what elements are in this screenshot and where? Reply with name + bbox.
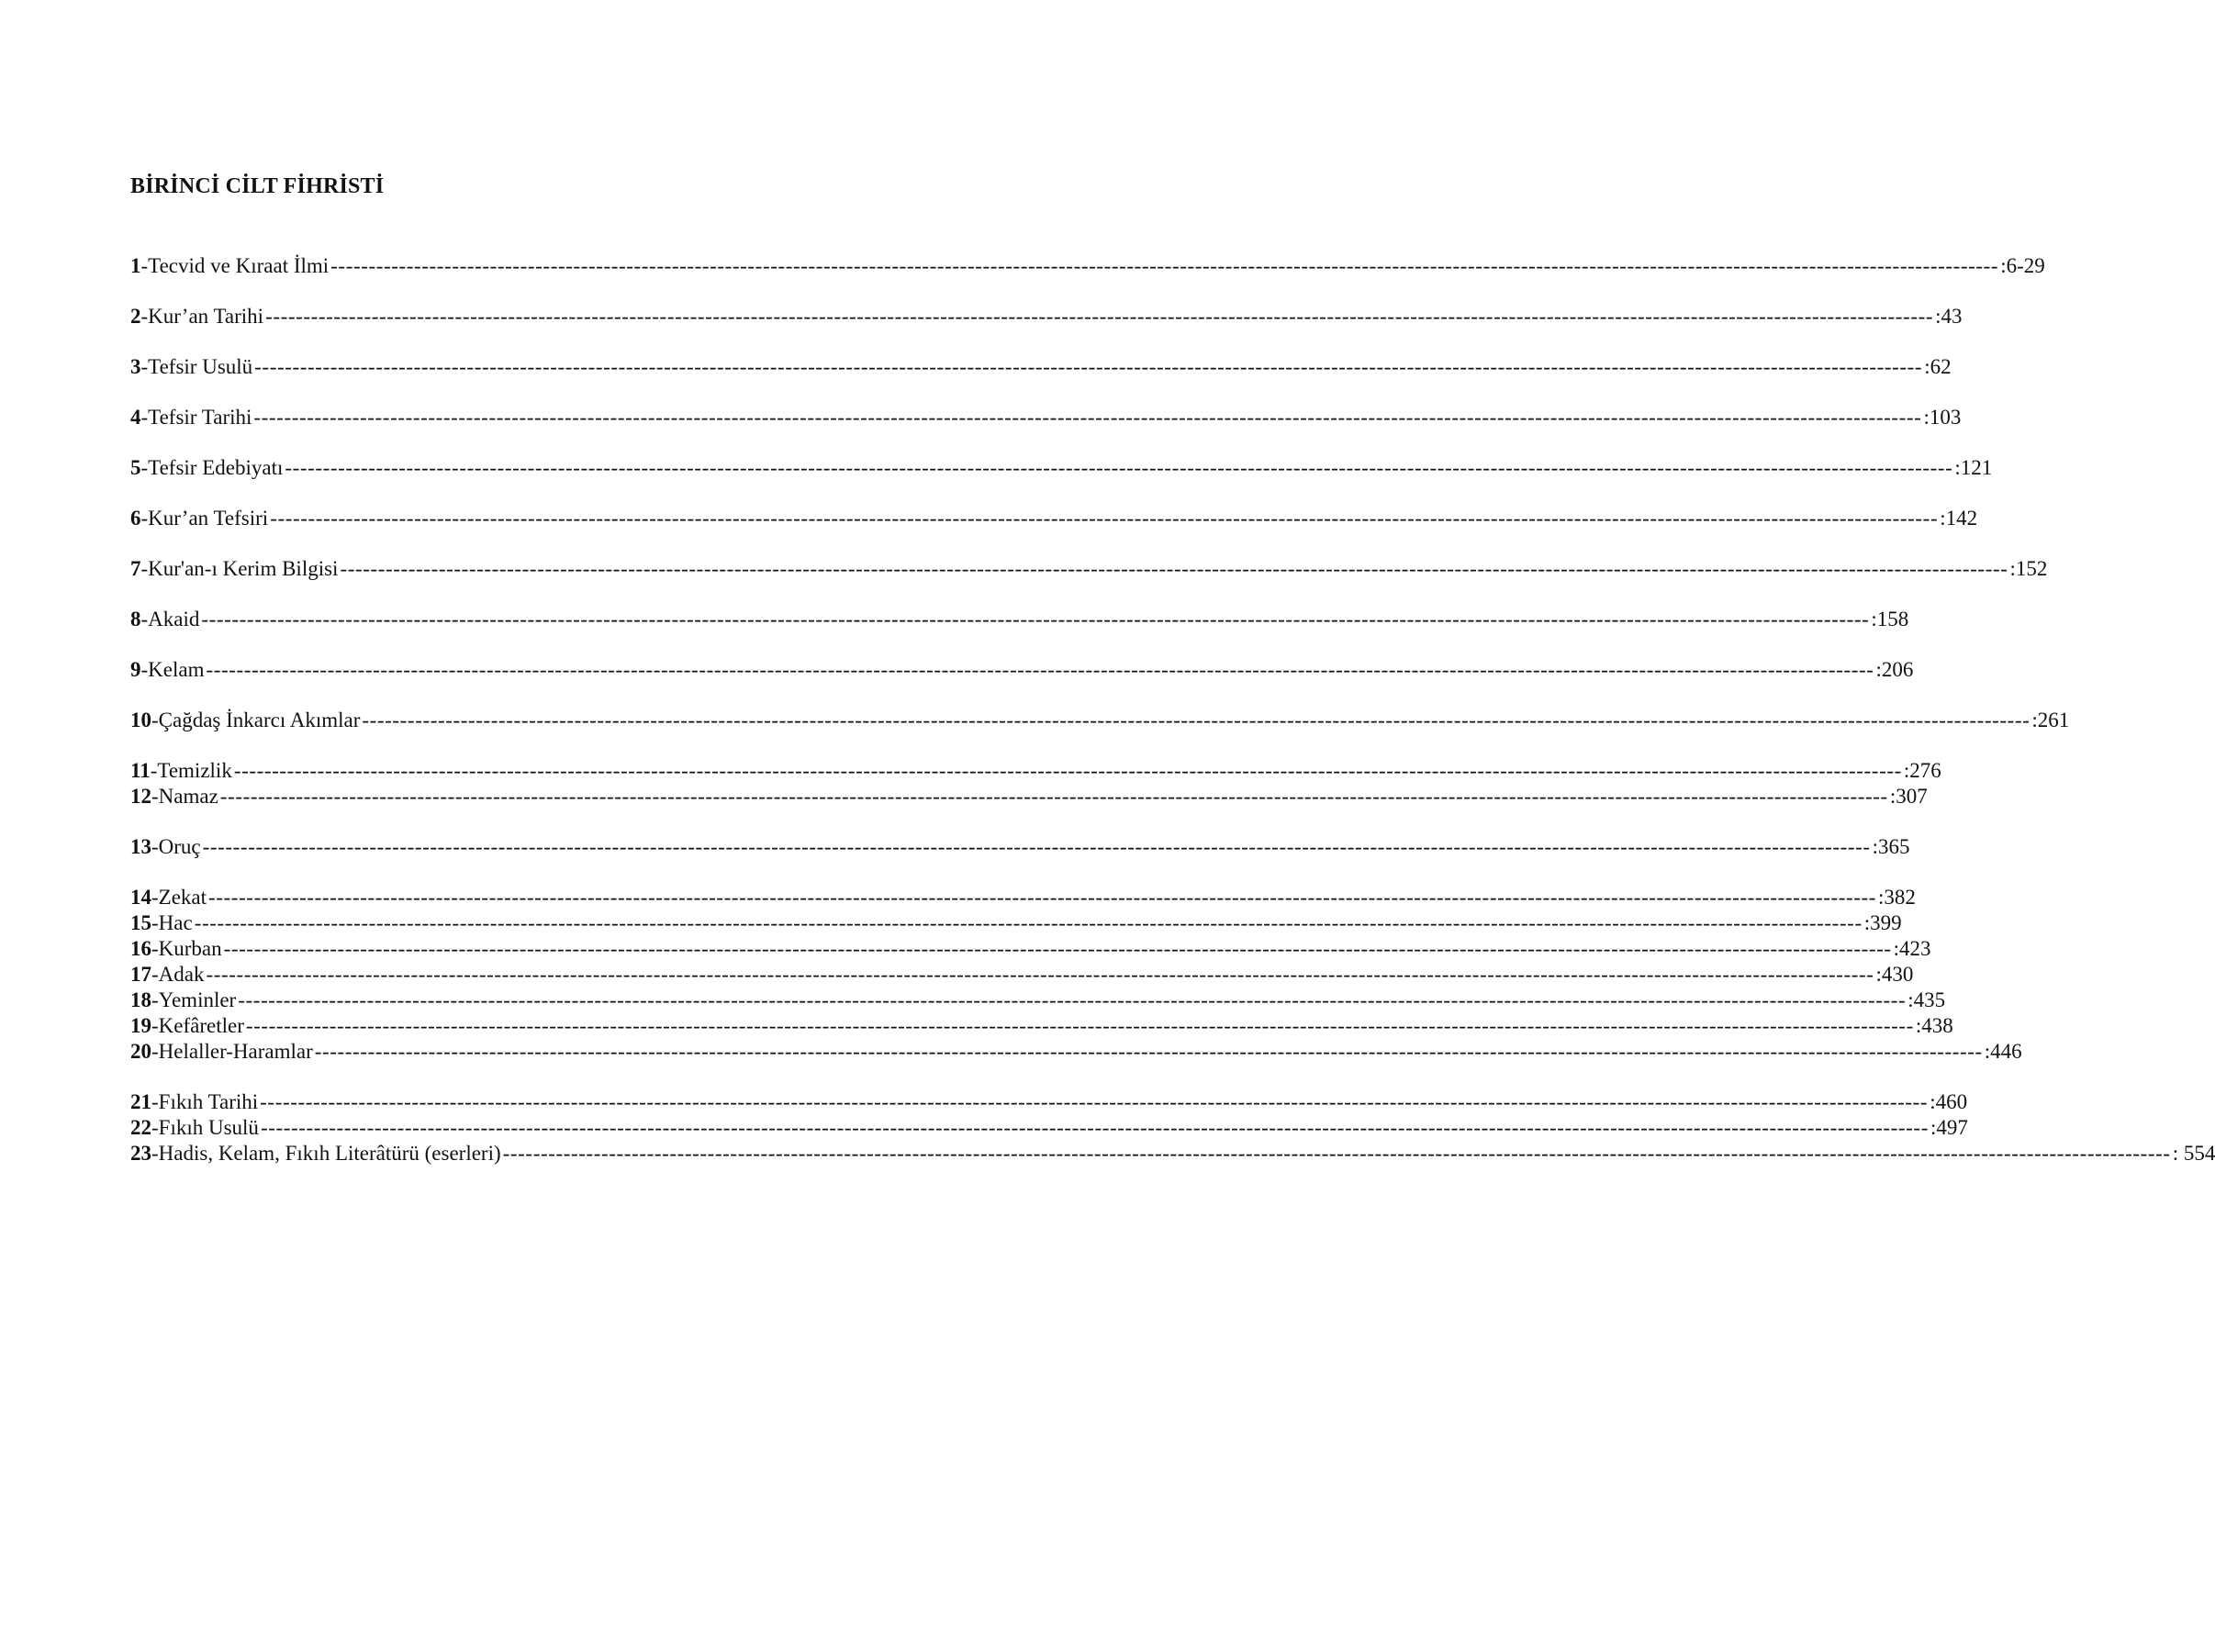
entry-page: :446 bbox=[1984, 1040, 2022, 1063]
dot-leader: ---------------------------------------------------------------------------------------------------------------------------------------------------------------------------------------------------------------------------- bbox=[260, 1116, 1929, 1139]
toc-entry bbox=[130, 708, 2070, 733]
dot-leader: ---------------------------------------------------------------------------------------------------------------------------------------------------------------------------------------------------------------------------- bbox=[245, 1014, 1914, 1037]
dot-leader: ---------------------------------------------------------------------------------------------------------------------------------------------------------------------------------------------------------------------------- bbox=[285, 456, 1953, 479]
toc-entry bbox=[130, 1141, 2215, 1166]
dot-leader: ---------------------------------------------------------------------------------------------------------------------------------------------------------------------------------------------------------------------------- bbox=[314, 1040, 1983, 1063]
dot-leader: ---------------------------------------------------------------------------------------------------------------------------------------------------------------------------------------------------------------------------- bbox=[223, 937, 1892, 960]
dot-leader: ---------------------------------------------------------------------------------------------------------------------------------------------------------------------------------------------------------------------------- bbox=[265, 305, 1934, 328]
entry-title: -Adak bbox=[151, 963, 205, 986]
entry-page: :460 bbox=[1930, 1090, 1968, 1113]
toc-entry bbox=[130, 962, 1914, 988]
entry-number: 23 bbox=[130, 1142, 151, 1165]
entry-number: 12 bbox=[130, 785, 151, 808]
entry-page: :121 bbox=[1954, 456, 1993, 479]
entry-number: 14 bbox=[130, 886, 151, 909]
entry-number: 5 bbox=[130, 456, 141, 479]
entry-number: 9 bbox=[130, 658, 141, 681]
dot-leader: ---------------------------------------------------------------------------------------------------------------------------------------------------------------------------------------------------------------------------- bbox=[270, 507, 1939, 530]
toc-entry bbox=[130, 784, 1928, 809]
entry-number: 22 bbox=[130, 1116, 151, 1139]
entry-number: 15 bbox=[130, 911, 151, 934]
entry-title: -Kur’an Tefsiri bbox=[140, 507, 269, 530]
entry-title: -Namaz bbox=[151, 785, 218, 808]
toc-entry bbox=[130, 1039, 2022, 1065]
toc-entry bbox=[130, 506, 1978, 531]
entry-page: :438 bbox=[1915, 1014, 1953, 1037]
entry-number: 3 bbox=[130, 355, 141, 378]
entry-title: -Temizlik bbox=[150, 759, 232, 782]
toc-entry bbox=[130, 354, 1952, 380]
toc-entry bbox=[130, 455, 1993, 481]
entry-page: :43 bbox=[1935, 305, 1963, 328]
toc-entry bbox=[130, 910, 1902, 936]
entry-number: 8 bbox=[130, 608, 141, 631]
entry-title: -Yeminler bbox=[151, 988, 237, 1011]
toc-entry bbox=[130, 1115, 1968, 1141]
entry-title: -Oruç bbox=[151, 835, 201, 858]
entry-number: 18 bbox=[130, 988, 151, 1011]
toc-entry bbox=[130, 607, 1909, 632]
entry-number: 7 bbox=[130, 557, 141, 580]
entry-title: -Tecvid ve Kıraat İlmi bbox=[140, 254, 330, 277]
dot-leader: ---------------------------------------------------------------------------------------------------------------------------------------------------------------------------------------------------------------------------- bbox=[194, 911, 1863, 934]
entry-page: :152 bbox=[2009, 557, 2048, 580]
entry-number: 11 bbox=[130, 759, 151, 782]
dot-leader: ---------------------------------------------------------------------------------------------------------------------------------------------------------------------------------------------------------------------------- bbox=[340, 557, 2008, 580]
dot-leader: ---------------------------------------------------------------------------------------------------------------------------------------------------------------------------------------------------------------------------- bbox=[238, 988, 1907, 1011]
entry-page: :158 bbox=[1871, 608, 1909, 631]
entry-title: -Tefsir Usulü bbox=[140, 355, 253, 378]
toc-entry bbox=[130, 885, 1916, 910]
entry-number: 16 bbox=[130, 937, 151, 960]
dot-leader: ---------------------------------------------------------------------------------------------------------------------------------------------------------------------------------------------------------------------------- bbox=[254, 355, 1923, 378]
dot-leader: ---------------------------------------------------------------------------------------------------------------------------------------------------------------------------------------------------------------------------- bbox=[330, 254, 1999, 277]
entry-number: 17 bbox=[130, 963, 151, 986]
entry-page: :423 bbox=[1893, 937, 1931, 960]
entry-page: :142 bbox=[1940, 507, 1978, 530]
dot-leader: ---------------------------------------------------------------------------------------------------------------------------------------------------------------------------------------------------------------------------- bbox=[233, 759, 1902, 782]
toc-entry bbox=[130, 657, 1914, 683]
entry-page: :103 bbox=[1923, 406, 1962, 429]
entry-title: -Helaller-Haramlar bbox=[151, 1040, 313, 1063]
entry-number: 20 bbox=[130, 1040, 151, 1063]
dot-leader: ---------------------------------------------------------------------------------------------------------------------------------------------------------------------------------------------------------------------------- bbox=[253, 406, 1922, 429]
entry-number: 13 bbox=[130, 835, 151, 858]
entry-title: -Kur'an-ı Kerim Bilgisi bbox=[140, 557, 339, 580]
entry-title: -Akaid bbox=[140, 608, 200, 631]
entry-number: 21 bbox=[130, 1090, 151, 1113]
toc-entry bbox=[130, 1089, 1968, 1115]
entry-page: :497 bbox=[1930, 1116, 1968, 1139]
dot-leader: ---------------------------------------------------------------------------------------------------------------------------------------------------------------------------------------------------------------------------- bbox=[362, 709, 2030, 731]
entry-title: -Çağdaş İnkarcı Akımlar bbox=[151, 709, 361, 731]
dot-leader: ---------------------------------------------------------------------------------------------------------------------------------------------------------------------------------------------------------------------------- bbox=[208, 886, 1877, 909]
entry-number: 1 bbox=[130, 254, 141, 277]
dot-leader: ---------------------------------------------------------------------------------------------------------------------------------------------------------------------------------------------------------------------------- bbox=[206, 658, 1874, 681]
toc-entry bbox=[130, 556, 2048, 582]
toc-entry bbox=[130, 253, 2045, 279]
toc-entry bbox=[130, 405, 1962, 430]
entry-page: :435 bbox=[1907, 988, 1946, 1011]
entry-number: 10 bbox=[130, 709, 151, 731]
entry-title: -Tefsir Tarihi bbox=[140, 406, 252, 429]
entry-page: :62 bbox=[1924, 355, 1952, 378]
entry-number: 6 bbox=[130, 507, 141, 530]
entry-page: :399 bbox=[1863, 911, 1902, 934]
entry-page: :307 bbox=[1889, 785, 1928, 808]
entry-page: :382 bbox=[1878, 886, 1916, 909]
entry-title: -Zekat bbox=[151, 886, 207, 909]
entry-title: -Fıkıh Tarihi bbox=[151, 1090, 259, 1113]
dot-leader: ---------------------------------------------------------------------------------------------------------------------------------------------------------------------------------------------------------------------------- bbox=[206, 963, 1874, 986]
page-title: BİRİNCİ CİLT FİHRİSTİ bbox=[130, 174, 385, 198]
entry-title: -Kefâretler bbox=[151, 1014, 244, 1037]
entry-page: :276 bbox=[1903, 759, 1941, 782]
entry-number: 4 bbox=[130, 406, 141, 429]
entry-number: 2 bbox=[130, 305, 141, 328]
entry-title: -Kur’an Tarihi bbox=[140, 305, 264, 328]
entry-title: -Kelam bbox=[140, 658, 205, 681]
toc-entry bbox=[130, 834, 1910, 860]
toc-entry bbox=[130, 1013, 1953, 1039]
entry-title: -Hadis, Kelam, Fıkıh Literâtürü (eserleri) bbox=[151, 1142, 501, 1165]
entry-page: :365 bbox=[1872, 835, 1910, 858]
dot-leader: ---------------------------------------------------------------------------------------------------------------------------------------------------------------------------------------------------------------------------- bbox=[202, 835, 1871, 858]
entry-title: -Hac bbox=[151, 911, 193, 934]
entry-page: :430 bbox=[1875, 963, 1914, 986]
dot-leader: ---------------------------------------------------------------------------------------------------------------------------------------------------------------------------------------------------------------------------- bbox=[201, 608, 1870, 631]
entry-page: :206 bbox=[1875, 658, 1914, 681]
dot-leader: ---------------------------------------------------------------------------------------------------------------------------------------------------------------------------------------------------------------------------- bbox=[260, 1090, 1929, 1113]
toc-entry bbox=[130, 988, 1946, 1013]
entry-title: -Fıkıh Usulü bbox=[151, 1116, 259, 1139]
toc-entry bbox=[130, 758, 1941, 784]
dot-leader: ---------------------------------------------------------------------------------------------------------------------------------------------------------------------------------------------------------------------------- bbox=[219, 785, 1888, 808]
toc-entry bbox=[130, 936, 1931, 962]
dot-leader: ---------------------------------------------------------------------------------------------------------------------------------------------------------------------------------------------------------------------------- bbox=[502, 1142, 2171, 1165]
entry-page: :261 bbox=[2031, 709, 2070, 731]
entry-number: 19 bbox=[130, 1014, 151, 1037]
toc-entry bbox=[130, 304, 1963, 329]
entry-title: -Tefsir Edebiyatı bbox=[140, 456, 284, 479]
entry-page: :6-29 bbox=[2000, 254, 2045, 277]
entry-page: : 554 bbox=[2172, 1142, 2215, 1165]
entry-title: -Kurban bbox=[151, 937, 222, 960]
